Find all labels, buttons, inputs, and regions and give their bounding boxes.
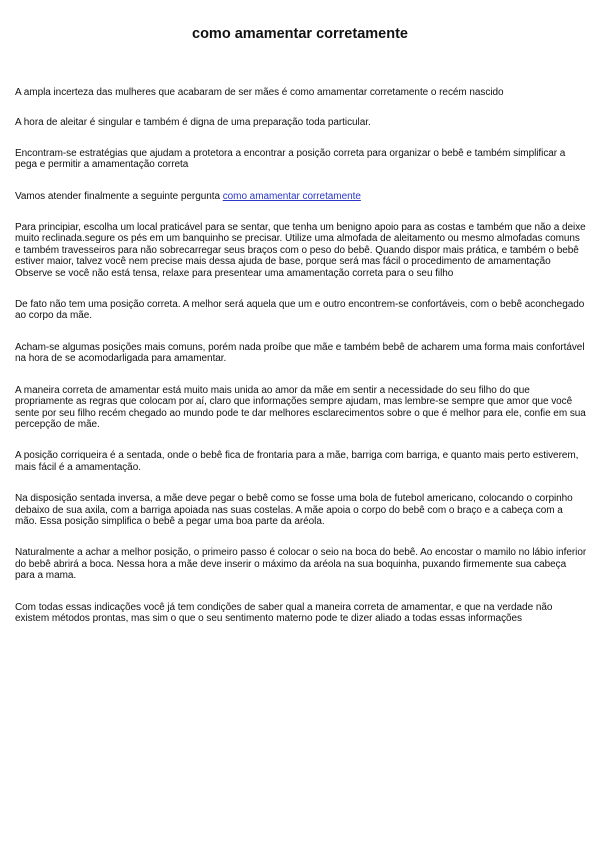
paragraph-1: A ampla incerteza das mulheres que acabaram de ser mães é como amamentar corretamente o recém nascido — [15, 87, 504, 98]
article-link[interactable]: como amamentar corretamente — [222, 190, 361, 202]
paragraph-link-sentence — [15, 191, 587, 202]
paragraph-7: A maneira correta de amamentar está muito mais unida ao amor da mãe em sentir a necessidade do seu filho do que propriamente as regras que colocam por aí, claro que informações sempre ajudam, mas lembre-se sempre que amor que você sente por seu filho recém chegado ao mundo pode te dar melhores esclarecimentos sobre o que é melhor para ele, confie em sua percepção de mãe. — [15, 384, 586, 430]
paragraph-11: Com todas essas indicações você já tem condições de saber qual a maneira correta de amamentar, e que na verdade não existem métodos prontas, mas sim o que o seu sentimento materno pode te dizer aliado a todas essas informações — [15, 601, 553, 624]
document-body — [15, 87, 587, 624]
paragraph-3: Encontram-se estratégias que ajudam a protetora a encontrar a posição correta para organizar o bebê e também simplificar a pega e permitir a amamentação correta — [15, 147, 566, 171]
paragraph-8: A posição corriqueira é a sentada, onde o bebê fica de frontaria para a mãe, barriga com barriga, e quanto mais perto estiverem, mais fácil é a amamentação. — [15, 450, 579, 473]
page-title: como amamentar corretamente — [192, 26, 408, 42]
paragraph-2: A hora de aleitar é singular e também é digna de uma preparação toda particular. — [15, 117, 371, 129]
paragraph-4: Para principiar, escolha um local praticável para se sentar, que tenha um benigno apoio para as costas e também que não a deixe muito reclinada.segure os pés em um banquinho se precisar. Utilize uma almofada de aleitamento ou mesmo almofadas comuns e também travesseiros para não sobrecarregar seus braços com o peso do bebê. Quando dispor mais prática, e também o bebê estiver maior, talvez você nem precise mais dessa ajuda de base, porque será mas fácil o procedimento de amamentação Observe se você não está tensa, relaxe para presentear uma amamentação correta para o seu filho — [15, 222, 586, 279]
paragraph-6: Acham-se algumas posições mais comuns, porém nada proíbe que mãe e também bebê de acharem uma forma mais confortável na hora de se acomodarligada para amamentar. — [15, 341, 585, 365]
paragraph-10: Naturalmente a achar a melhor posição, o primeiro passo é colocar o seio na boca do bebê. Ao encostar o mamilo no lábio inferior do bebê abrirá a boca. Nessa hora a mãe deve inserir o máximo da aréola na sua boquinha, puxando firmemente sua cabeça para a mama. — [15, 547, 587, 582]
link-sentence-prefix: Vamos atender finalmente a seguinte pergunta — [15, 190, 223, 202]
paragraph-9: Na disposição sentada inversa, a mãe deve pegar o bebê como se fosse uma bola de futebol americano, colocando o corpinho debaixo de sua axila, com a barriga apoiada nas suas costelas. A mãe apoia o corpo do bebê com o braço e a cabeça com a mão. Essa posição simplifica o bebê a pegar uma boa parte da aréola. — [15, 493, 573, 527]
paragraph-5: De fato não tem uma posição correta. A melhor será aquela que um e outro encontrem-se confortáveis, com o bebê aconchegado ao corpo da mãe. — [15, 299, 585, 322]
